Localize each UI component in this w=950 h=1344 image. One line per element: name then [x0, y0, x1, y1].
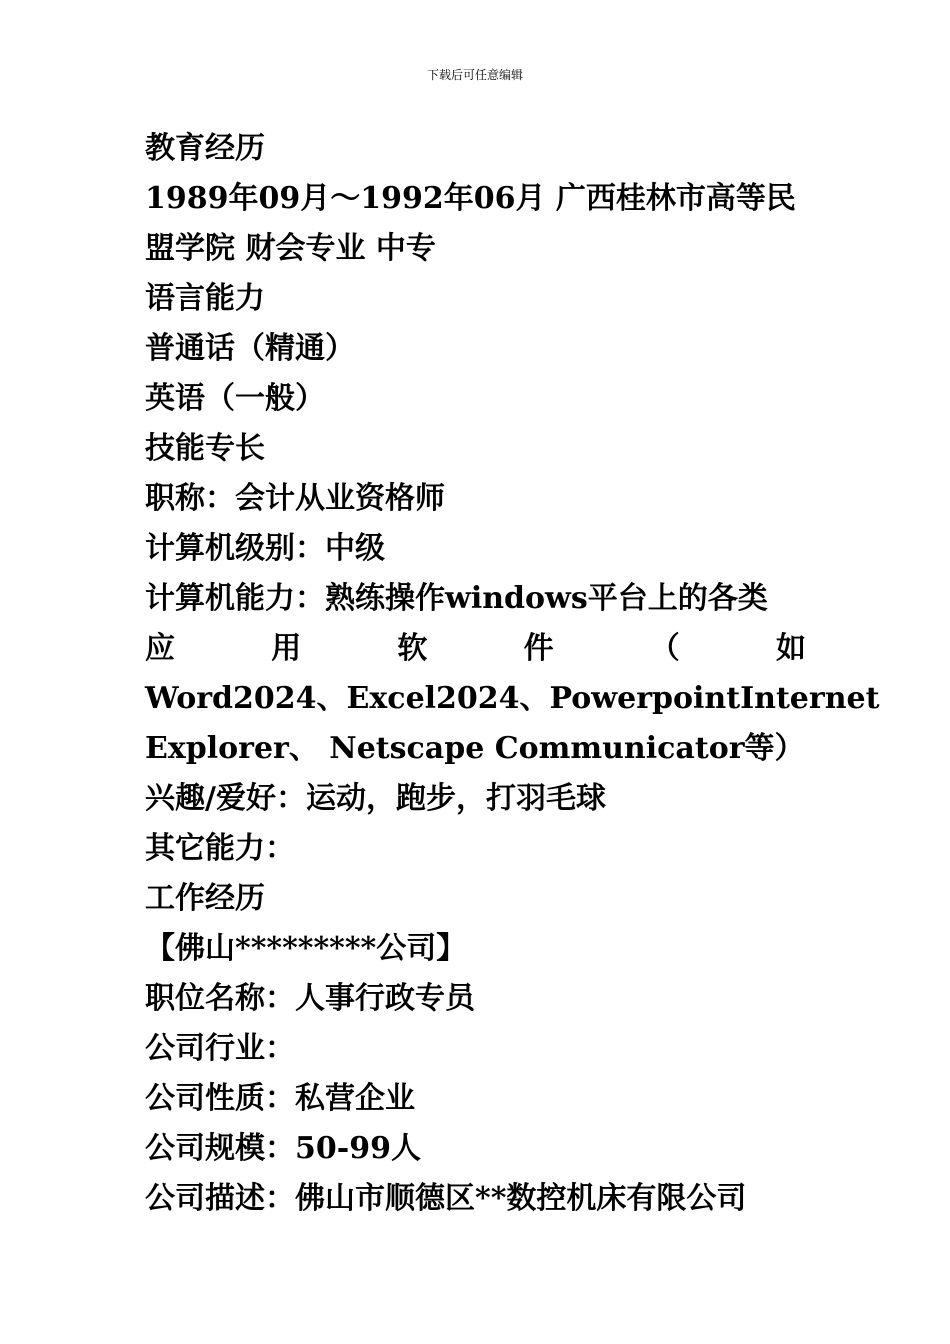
computer-ability-line-2: [145, 624, 806, 674]
computer-ability-line-4: Explorer、 Netscape Communicator等）: [145, 731, 805, 766]
work-heading: 工作经历: [145, 881, 265, 916]
justified-word: 应: [145, 631, 175, 666]
justified-word: Word2024: [145, 681, 317, 716]
position-name: 职位名称：人事行政专员: [145, 981, 475, 1016]
professional-title: 职称：会计从业资格师: [145, 481, 445, 516]
skills-heading: 技能专长: [145, 431, 265, 466]
company-type: 公司性质：私营企业: [145, 1081, 415, 1116]
education-line-2: 盟学院 财会专业 中专: [145, 231, 436, 266]
justified-word: 软: [397, 631, 428, 666]
education-heading: 教育经历: [145, 131, 265, 166]
company-industry: 公司行业：: [145, 1031, 295, 1066]
justified-word: 用: [271, 631, 302, 666]
language-mandarin: 普通话（精通）: [145, 331, 355, 366]
justified-word: （: [649, 631, 680, 666]
justified-word: Excel2024: [346, 681, 520, 716]
justified-word: 如: [775, 631, 806, 666]
justified-word: 件: [523, 631, 554, 666]
language-english: 英语（一般）: [145, 381, 325, 416]
company-description: 公司描述：佛山市顺德区**数控机床有限公司: [145, 1181, 747, 1216]
computer-ability-line-3: [145, 674, 880, 724]
other-abilities: 其它能力：: [145, 831, 295, 866]
hobbies: 兴趣/爱好：运动，跑步，打羽毛球: [145, 781, 606, 816]
education-line-1: 1989年09月～1992年06月 广西桂林市高等民: [145, 181, 796, 216]
language-heading: 语言能力: [145, 281, 265, 316]
computer-ability-line-1: 计算机能力：熟练操作windows平台上的各类: [145, 581, 768, 616]
header-note: 下载后可任意编辑: [426, 68, 523, 82]
company-size: 公司规模：50-99人: [145, 1131, 421, 1166]
justified-word: 、: [316, 681, 347, 716]
justified-word: Powerpoint: [549, 681, 741, 716]
computer-level: 计算机级别：中级: [145, 531, 385, 566]
justified-word: 、: [519, 681, 550, 716]
justified-word: Internet: [740, 681, 880, 716]
resume-content: [145, 124, 880, 1224]
company-name: 【佛山*********公司】: [145, 931, 467, 966]
